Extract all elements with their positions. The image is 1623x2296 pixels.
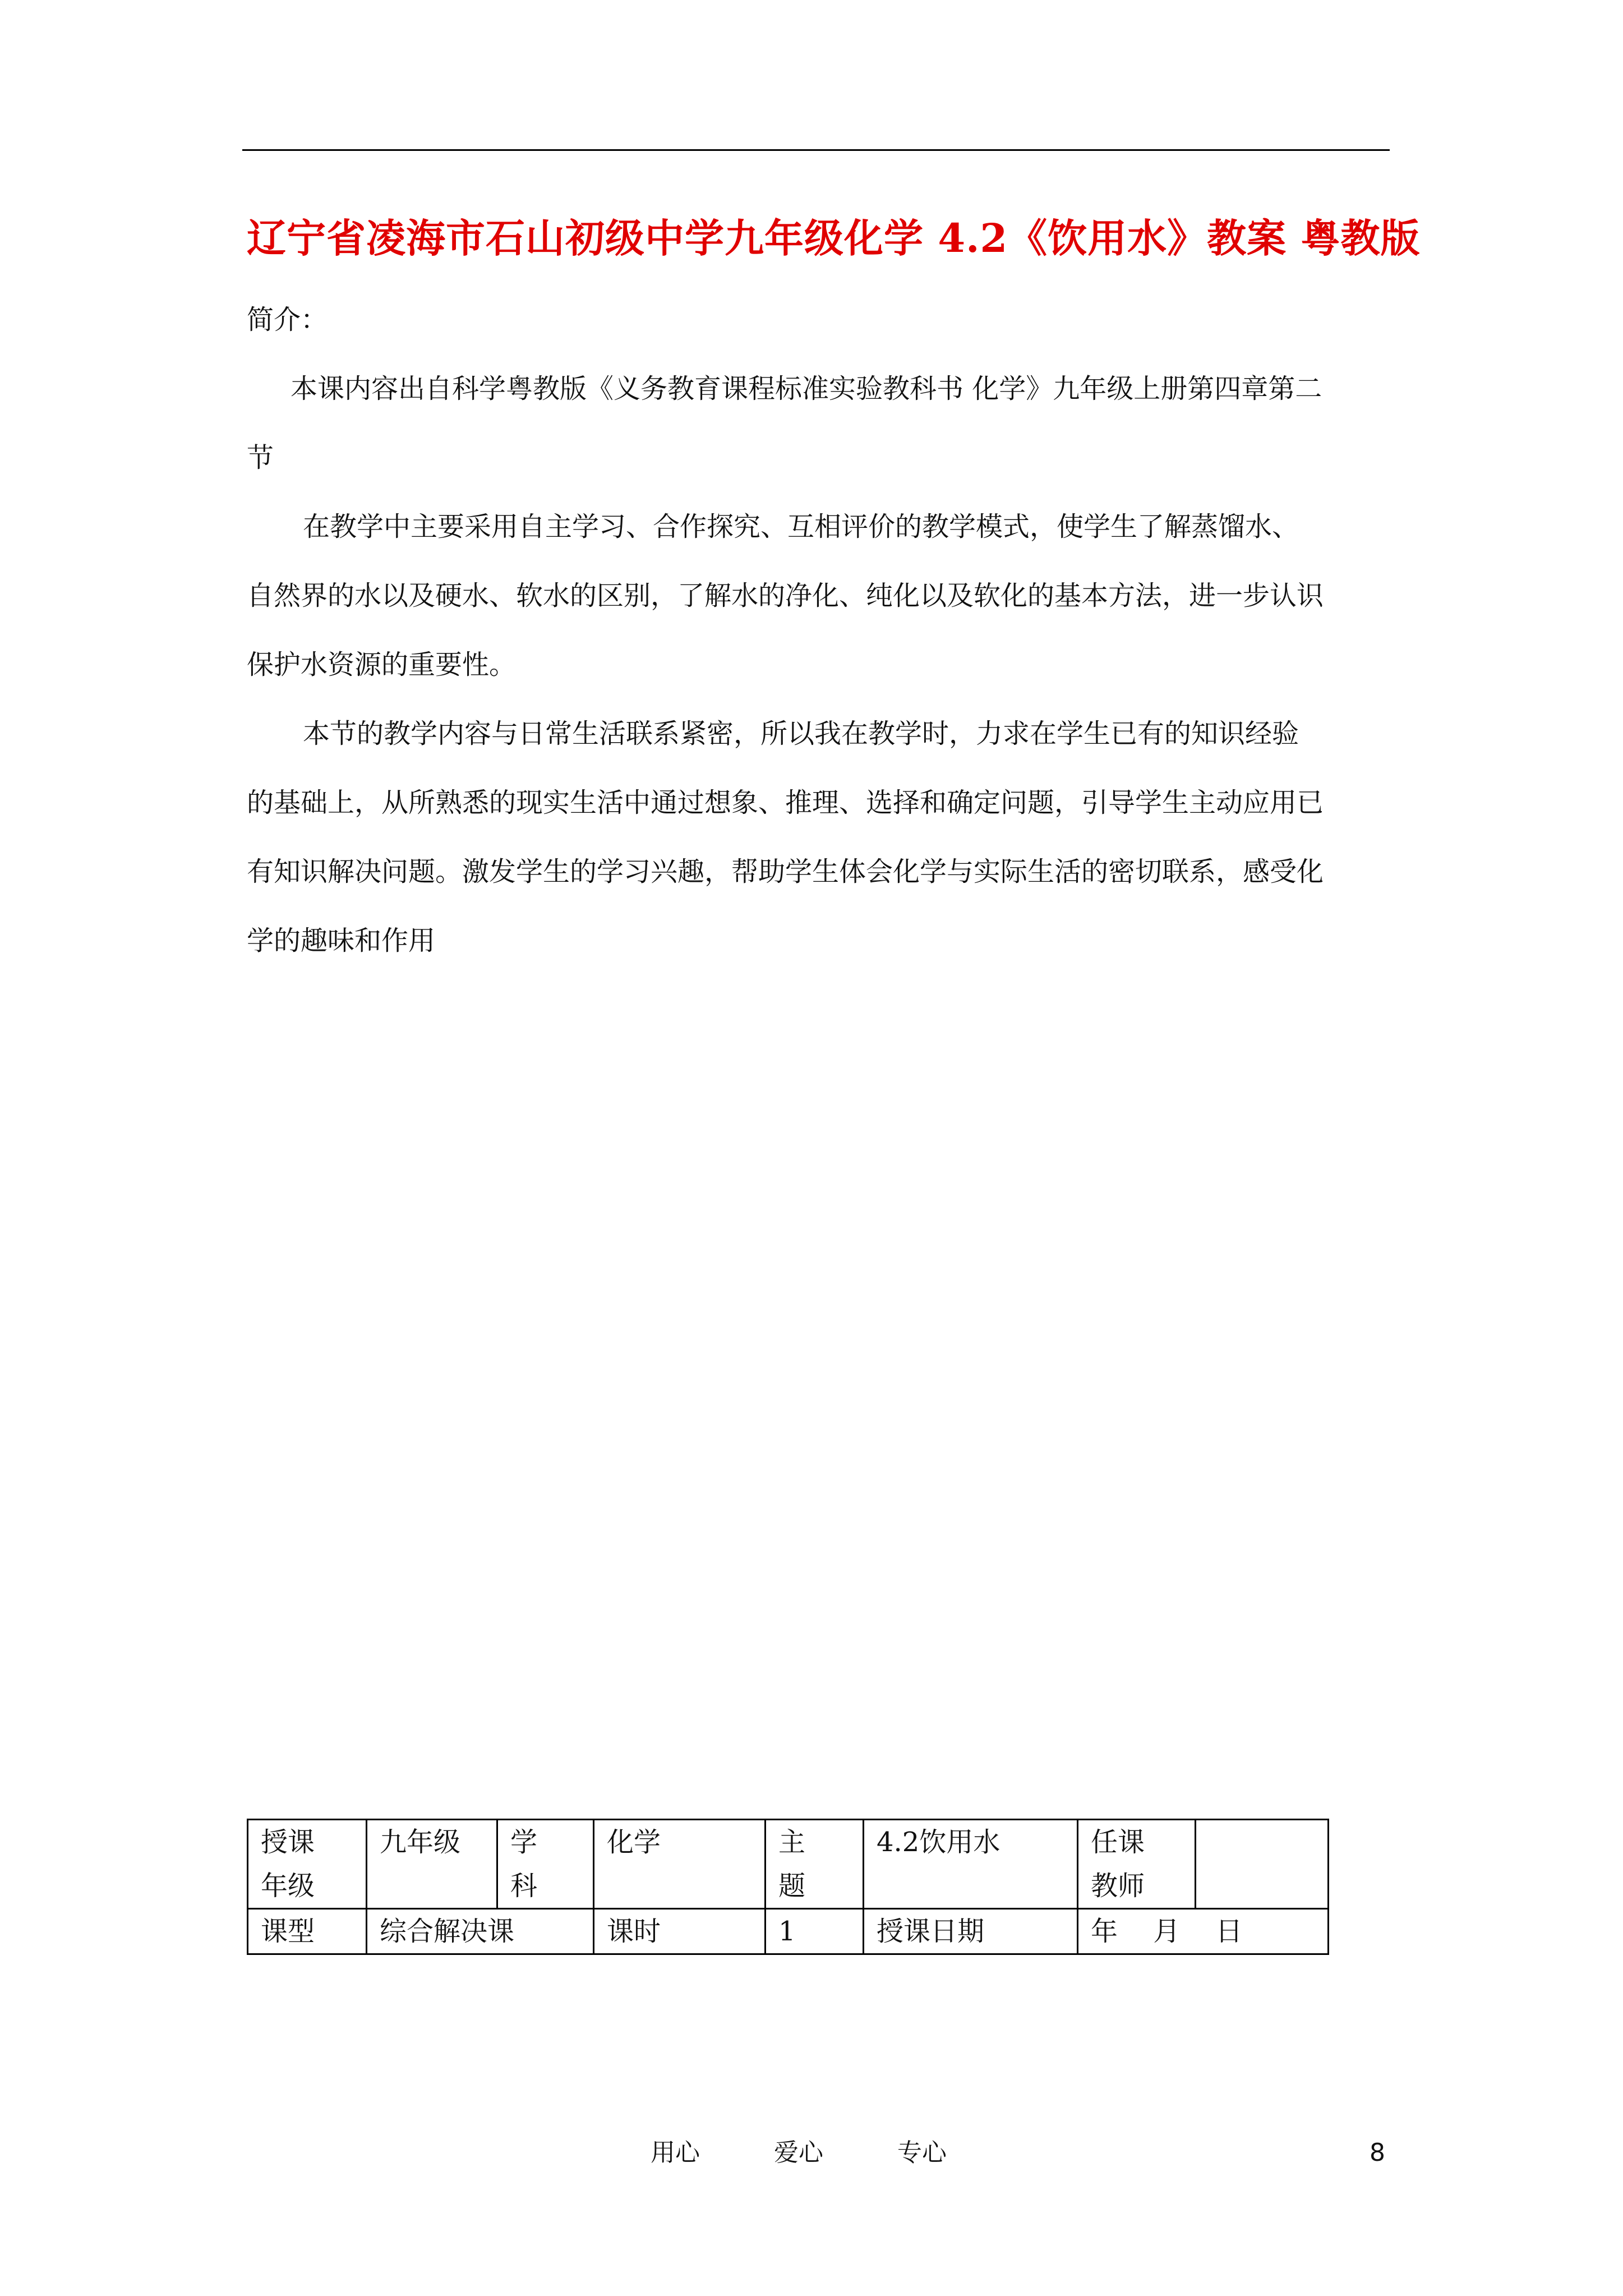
hours-value-cell	[766, 1909, 864, 1954]
teacher-label-cell	[1078, 1820, 1196, 1909]
hours-label: 课时	[607, 1916, 661, 1947]
paragraph-line: 在教学中主要采用自主学习、合作探究、互相评价的教学模式，使学生了解蒸馏水、	[303, 511, 1299, 542]
page-number: 8	[1370, 2138, 1385, 2167]
topic-label-cell	[766, 1820, 864, 1909]
paragraph-line: 本课内容出自科学粤教版《义务教育课程标准实验教科书 化学》九年级上册第四章第二	[291, 373, 1322, 404]
paragraph-line: 学的趣味和作用	[247, 925, 436, 956]
grade-label-cell	[248, 1820, 367, 1909]
topic-value: 4.2饮用水	[877, 1826, 1000, 1858]
subject-value-cell	[594, 1820, 766, 1909]
teacher-label: 任课	[1091, 1826, 1145, 1858]
paragraph-line: 自然界的水以及硬水、软水的区别，了解水的净化、纯化以及软化的基本方法，进一步认识	[247, 580, 1324, 611]
grade-value-cell	[367, 1820, 497, 1909]
topic-label: 主	[778, 1826, 806, 1858]
subject-label: 科	[510, 1870, 538, 1902]
footer-motto-item: 专心	[897, 2138, 947, 2167]
grade-label: 授课	[261, 1826, 315, 1858]
paragraph-source	[247, 355, 1396, 493]
paragraph-teaching-content	[247, 700, 1396, 976]
date-label: 授课日期	[877, 1916, 985, 1947]
type-label: 课型	[261, 1916, 315, 1947]
subject-value: 化学	[607, 1826, 661, 1858]
table-row	[248, 1909, 1329, 1954]
teacher-label: 教师	[1091, 1870, 1145, 1902]
paragraph-line: 保护水资源的重要性。	[247, 649, 517, 680]
date-value-cell	[1078, 1909, 1329, 1954]
footer-motto-item: 爱心	[774, 2138, 823, 2167]
subject-label-cell	[497, 1820, 594, 1909]
teacher-value-cell	[1196, 1820, 1329, 1909]
paragraph-line: 节	[247, 442, 274, 473]
subject-label: 学	[510, 1826, 538, 1858]
table-row	[248, 1820, 1329, 1909]
date-label-cell	[864, 1909, 1078, 1954]
footer-motto	[651, 2136, 947, 2170]
hours-value: 1	[778, 1916, 796, 1947]
course-info-table	[247, 1819, 1329, 1955]
footer-motto-item: 用心	[651, 2138, 700, 2167]
grade-label: 年级	[261, 1870, 315, 1902]
intro-label: 简介：	[247, 304, 328, 335]
topic-label: 题	[778, 1870, 806, 1902]
header-rule	[242, 149, 1390, 151]
topic-value-cell	[864, 1820, 1078, 1909]
type-value: 综合解决课	[380, 1916, 515, 1947]
paragraph-line: 本节的教学内容与日常生活联系紧密，所以我在教学时，力求在学生已有的知识经验	[303, 718, 1299, 749]
hours-label-cell	[594, 1909, 766, 1954]
grade-value: 九年级	[380, 1826, 461, 1858]
paragraph-teaching-mode	[247, 493, 1396, 700]
type-value-cell	[367, 1909, 594, 1954]
document-title: 辽宁省凌海市石山初级中学九年级化学 4.2《饮用水》教案 粤教版	[247, 215, 1421, 261]
paragraph-line: 的基础上，从所熟悉的现实生活中通过想象、推理、选择和确定问题，引导学生主动应用已	[247, 787, 1324, 818]
paragraph-line: 有知识解决问题。激发学生的学习兴趣，帮助学生体会化学与实际生活的密切联系，感受化	[247, 856, 1324, 887]
type-label-cell	[248, 1909, 367, 1954]
date-value: 年 月 日	[1091, 1916, 1243, 1947]
